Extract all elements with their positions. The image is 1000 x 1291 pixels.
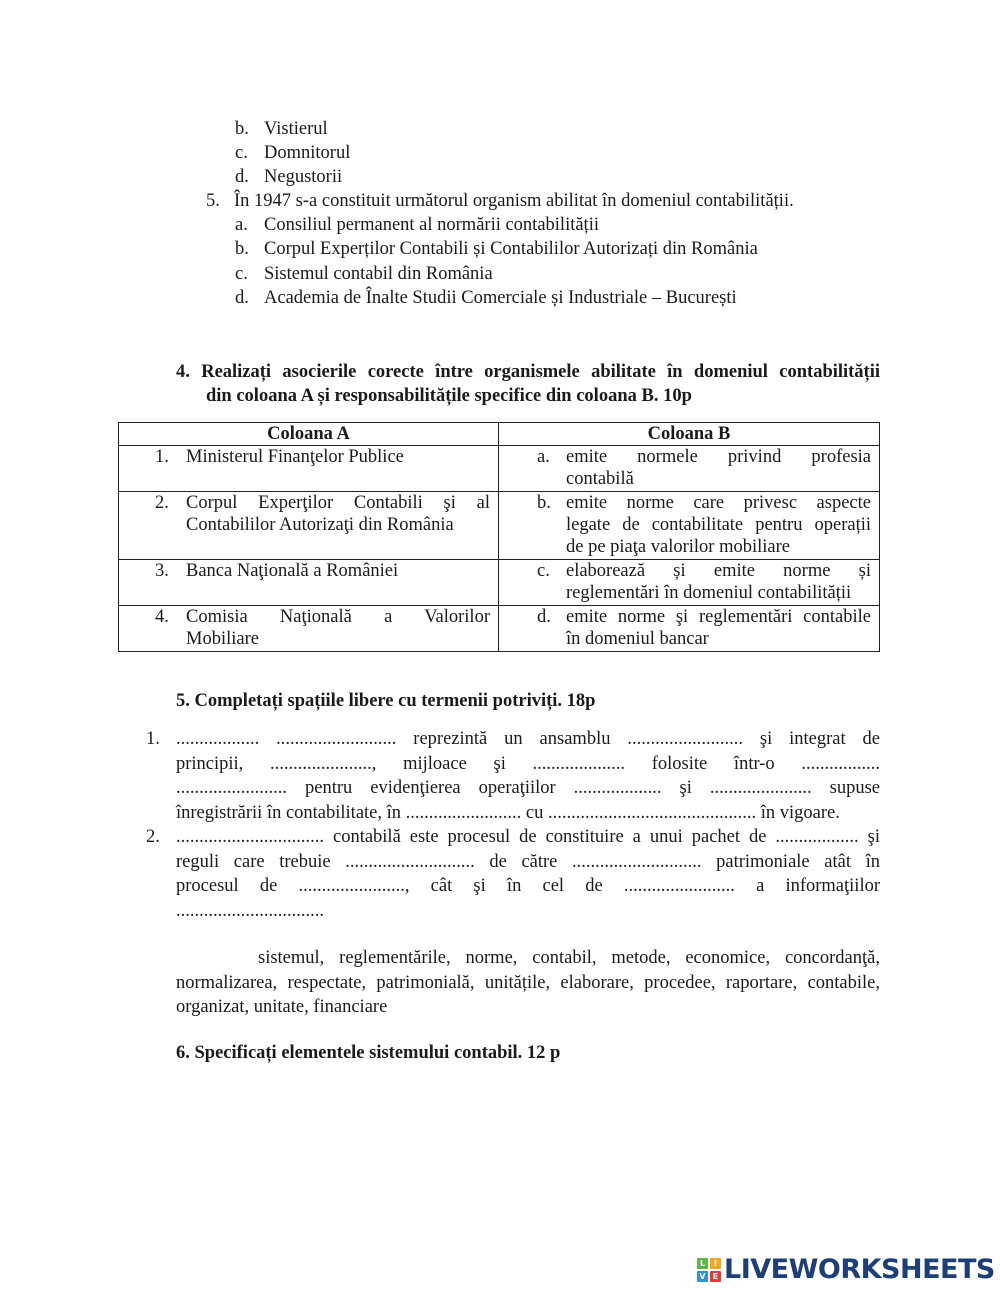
column-a-header: Coloana A <box>119 423 499 446</box>
fill-line: ................................ <box>176 900 324 921</box>
question-number: 5. <box>206 191 220 211</box>
logo-letter-l: L <box>697 1258 708 1269</box>
word-bank-line: organizat, unitate, financiare <box>176 997 388 1017</box>
fill-line: înregistrării în contabilitate, în ......................... cu ............................................. în vigoare. <box>176 802 840 823</box>
column-a-cell <box>119 446 499 492</box>
item-text-line: Corpul Experţilor Contabili şi al <box>186 493 490 513</box>
item-label: a. <box>537 447 550 467</box>
option-label: b. <box>235 239 249 259</box>
fill-item-number: 2. <box>146 827 160 847</box>
cell-content <box>119 560 498 582</box>
table-row <box>119 492 880 560</box>
word-bank <box>176 946 880 1020</box>
cell-content <box>499 560 879 604</box>
logo-text: LIVEWORKSHEETS <box>724 1254 995 1285</box>
item-text-line: emite normele privind profesia <box>566 447 871 467</box>
item-text-line: contabilă <box>566 469 634 489</box>
item-number: 4. <box>155 607 169 627</box>
fill-item-number: 1. <box>146 729 160 749</box>
option-text: Sistemul contabil din România <box>264 264 493 284</box>
logo-icon <box>697 1258 721 1282</box>
item-label: b. <box>537 493 551 513</box>
cell-content <box>119 492 498 536</box>
logo-letter-e: E <box>710 1271 721 1282</box>
table-row <box>119 606 880 652</box>
exercise-6-heading: 6. Specificați elementele sistemului contabil. 12 p <box>176 1043 561 1063</box>
item-text-line: Mobiliare <box>186 629 259 649</box>
exercise-4-heading-line1: 4. Realizați asocierile corecte între organismele abilitate în domeniul contabilității <box>176 362 880 382</box>
option-label: b. <box>235 119 249 139</box>
option-text: Domnitorul <box>264 143 351 163</box>
table-header-row <box>119 423 880 446</box>
option-text: Academia de Înalte Studii Comerciale și Industriale – București <box>264 288 737 308</box>
option-text: Negustorii <box>264 167 343 187</box>
item-text-line: Comisia Naţională a Valorilor <box>186 607 490 627</box>
option-label: d. <box>235 167 249 187</box>
word-bank-line: sistemul, reglementările, norme, contabil, metode, economice, concordanţă, <box>258 948 880 968</box>
option-text: Vistierul <box>264 119 328 139</box>
item-text-line: emite norme şi reglementări contabile <box>566 607 871 627</box>
item-text-line: reglementări în domeniul contabilității <box>566 583 852 603</box>
cell-content <box>119 446 498 468</box>
column-a-cell <box>119 492 499 560</box>
cell-content <box>499 492 879 558</box>
item-text: Ministerul Finanţelor Publice <box>186 447 404 467</box>
item-text-line: în domeniul bancar <box>566 629 709 649</box>
item-number: 3. <box>155 561 169 581</box>
item-text-line: legate de contabilitate pentru operații <box>566 515 871 535</box>
column-b-cell <box>499 492 880 560</box>
option-label: d. <box>235 288 249 308</box>
cell-content <box>499 446 879 490</box>
matching-table <box>118 422 880 652</box>
column-b-cell <box>499 446 880 492</box>
item-text: Banca Naţională a României <box>186 561 399 581</box>
item-label: d. <box>537 607 551 627</box>
table-row <box>119 560 880 606</box>
exercise-5-heading: 5. Completați spațiile libere cu termenii potriviți. 18p <box>176 691 596 711</box>
column-a-cell <box>119 606 499 652</box>
item-number: 2. <box>155 493 169 513</box>
exercise-4-heading-line2: din coloana A și responsabilitățile specifice din coloana B. 10p <box>206 386 692 406</box>
option-text: Corpul Experților Contabili și Contabililor Autorizați din România <box>264 239 758 259</box>
table-row <box>119 446 880 492</box>
fill-line: ................................ contabilă este procesul de constituire a unui pachet de .................. şi <box>176 827 880 847</box>
fill-line: .................. .......................... reprezintă un ansamblu ......................... şi integrat de <box>176 729 880 749</box>
item-text-line: emite norme care privesc aspecte <box>566 493 871 513</box>
item-label: c. <box>537 561 550 581</box>
liveworksheets-logo <box>697 1254 995 1285</box>
option-label: c. <box>235 264 248 284</box>
option-label: a. <box>235 215 248 235</box>
fill-line: principii, ......................, mijloace şi .................... folosite într-o ................. <box>176 753 880 774</box>
word-bank-line: normalizarea, respectate, patrimonială, unitățile, elaborare, procedee, raportare, contabile, <box>176 972 880 993</box>
column-a-cell <box>119 560 499 606</box>
fill-line: ........................ pentru evidenţierea operaţiilor ................... şi ...................... supuse <box>176 778 880 798</box>
option-text: Consiliul permanent al normării contabilității <box>264 215 599 235</box>
item-text-line: Contabililor Autorizaţi din România <box>186 515 454 535</box>
item-text-line: de pe piaţa valorilor mobiliare <box>566 537 790 557</box>
cell-content <box>119 606 498 650</box>
column-b-cell <box>499 606 880 652</box>
item-text-line: elaborează și emite norme și <box>566 561 871 581</box>
item-number: 1. <box>155 447 169 467</box>
fill-paragraph-1 <box>176 727 880 825</box>
column-b-cell <box>499 560 880 606</box>
question-text: În 1947 s-a constituit următorul organism abilitat în domeniul contabilității. <box>234 191 794 211</box>
option-label: c. <box>235 143 248 163</box>
cell-content <box>499 606 879 650</box>
fill-paragraph-2 <box>176 825 880 923</box>
fill-line: reguli care trebuie ............................ de către ............................ patrimoniale atât în <box>176 851 880 872</box>
logo-letter-i: I <box>710 1258 721 1269</box>
logo-letter-v: V <box>697 1271 708 1282</box>
column-b-header: Coloana B <box>499 423 880 446</box>
fill-line: procesul de ......................., cât şi în cel de ........................ a informaţiilor <box>176 876 880 896</box>
